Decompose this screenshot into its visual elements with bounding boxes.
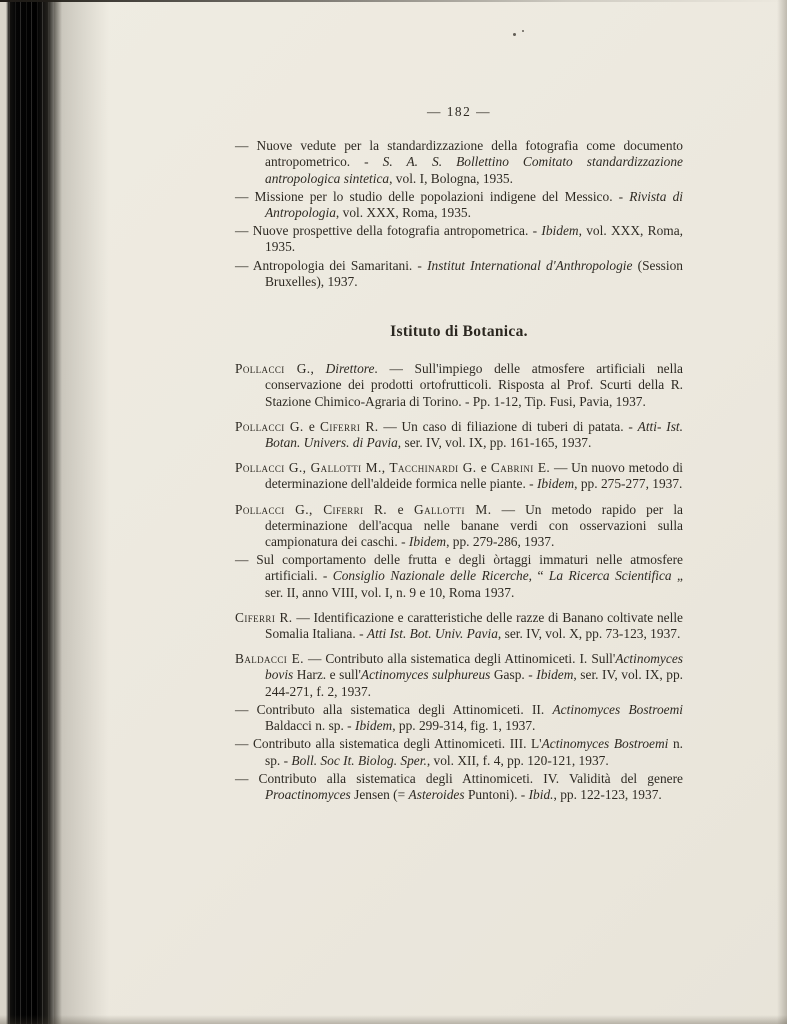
text-segment: — Nuove vedute per la standardizzazione della fotografia come documento antropometrico. - <box>235 138 683 170</box>
text-segment: — Un nuovo metodo di determinazione dell'aldeide formica nelle piante. - <box>265 460 683 492</box>
text-segment: Ibidem <box>541 223 579 239</box>
scan-edge-top <box>0 0 787 2</box>
text-segment: Atti- Ist. Botan. Univers. di Pavia <box>265 418 683 451</box>
bibliography-entry <box>235 502 683 551</box>
text-segment: Ciferri R. <box>314 418 379 434</box>
bibliography-entry <box>235 258 683 290</box>
entry-group <box>235 419 683 451</box>
text-segment: — Contributo alla sistematica degli Attinomiceti. I. Sull' <box>303 651 616 667</box>
page-number: — 182 — <box>426 104 492 119</box>
entry-group <box>235 502 683 601</box>
text-segment: Asteroides <box>408 786 465 802</box>
bibliography-entry <box>235 189 683 221</box>
text-segment: S. A. S. Bollettino Comitato standardizzazione antropologica sintetica <box>265 154 683 186</box>
text-segment: Proactinomyces <box>265 786 351 802</box>
text-segment: , vol. XXX, Roma, 1935. <box>265 223 683 255</box>
text-segment: , ser. IV, vol. IX, pp. 244-271, f. 2, 1937. <box>265 667 683 699</box>
text-segment: — Contributo alla sistematica degli Attinomiceti. III. L' <box>235 736 542 752</box>
text-segment: e <box>480 460 487 476</box>
text-segment: Ciferri R. <box>235 609 293 625</box>
bibliography-entry <box>235 651 683 700</box>
text-segment: Actinomyces Bostroemi <box>552 701 683 717</box>
text-segment: — Sul comportamento delle frutta e degli òrtaggi immaturi nelle atmosfere artificiali. - <box>235 552 683 584</box>
text-segment: , <box>310 361 326 377</box>
text-segment: , ser. IV, vol. IX, pp. 161-165, 1937. <box>397 435 592 451</box>
text-segment: , vol. XXX, Roma, 1935. <box>335 205 471 221</box>
entry-group <box>235 460 683 492</box>
scan-edge-bottom <box>0 1015 787 1024</box>
text-segment: Institut International d'Anthropologie <box>427 257 633 273</box>
page-content <box>235 104 683 812</box>
entry-group <box>235 651 683 803</box>
text-segment: e <box>308 418 315 434</box>
text-segment: Cabrini E. <box>486 460 551 476</box>
gutter-soft-shadow <box>54 0 109 1024</box>
text-segment: Ibidem <box>536 667 574 683</box>
text-segment: — Missione per lo studio delle popolazioni indigene del Messico. - <box>235 188 630 204</box>
entry-group <box>235 361 683 410</box>
text-segment: Actinomyces bovis <box>265 651 683 683</box>
scan-edge-right <box>777 0 787 1024</box>
text-segment: , vol. XII, f. 4, pp. 120-121, 1937. <box>426 752 609 768</box>
bibliography-entry <box>235 771 683 803</box>
text-segment: Baldacci E. <box>235 651 304 667</box>
text-segment: , vol. I, Bologna, 1935. <box>389 170 513 186</box>
text-segment: , “ <box>528 568 549 584</box>
text-segment: La Ricerca Scientifica <box>548 568 672 584</box>
gutter-page-edges <box>9 0 49 1024</box>
text-segment: Ibidem <box>536 476 575 492</box>
text-segment: Pollacci G., Ciferri R. <box>235 501 398 517</box>
text-segment: . — Sull'impiego delle atmosfere artificiali nella conservazione dei prodotti ortofrutticoli. Risposta al Prof. Scurti della R. Stazione Chimico-Agraria di Torino. - Pp. 1-12, Tip. Fusi, Pavia, 1937. <box>265 361 683 409</box>
bibliography-entry <box>235 223 683 255</box>
text-segment: , ser. IV, vol. X, pp. 73-123, 1937. <box>497 626 681 642</box>
bibliography-entry <box>235 361 683 410</box>
text-segment: Baldacci n. sp. - <box>265 718 355 734</box>
scan-speck <box>513 33 516 36</box>
text-segment: , pp. 275-277, 1937. <box>574 476 683 492</box>
scan-speck <box>522 30 524 32</box>
bibliography-entry <box>235 702 683 734</box>
text-segment: — Contributo alla sistematica degli Attinomiceti. IV. Validità del genere <box>235 770 683 786</box>
text-segment: n. sp. - <box>265 736 683 768</box>
text-segment: Boll. Soc It. Biolog. Sper. <box>291 752 427 768</box>
text-segment: Pollacci G. <box>235 361 311 377</box>
text-segment: — Contributo alla sistematica degli Attinomiceti. II. <box>235 701 553 717</box>
text-segment: Gallotti M. <box>403 501 492 517</box>
text-segment: Pollacci G., Gallotti M., Tacchinardi G. <box>235 460 481 476</box>
text-segment: Puntoni). - <box>464 786 529 802</box>
text-segment: Atti Ist. Bot. Univ. Pavia <box>366 626 498 642</box>
text-segment: , pp. 122-123, 1937. <box>553 786 662 802</box>
text-segment: Gasp. - <box>490 667 537 683</box>
text-segment: Jensen (= <box>350 786 409 802</box>
text-segment: — Un metodo rapido per la determinazione dell'acqua nelle banane verdi con osservazioni sulla campionatura dei caschi. - <box>265 501 684 550</box>
text-segment: Ibidem <box>355 718 393 734</box>
text-segment: Actinomyces sulphureus <box>360 667 491 683</box>
bibliography-entry <box>235 736 683 768</box>
text-segment: Consiglio Nazionale delle Ricerche <box>332 568 529 584</box>
text-segment: e <box>397 501 404 517</box>
bibliography-botany <box>235 361 683 803</box>
text-segment: — Identificazione e caratteristiche delle razze di Banano coltivate nelle Somalia Italiana. - <box>265 609 684 642</box>
text-segment: (Session Bruxelles), 1937. <box>265 257 683 289</box>
entry-group <box>235 138 683 290</box>
text-segment: , pp. 279-286, 1937. <box>446 534 555 550</box>
text-segment: Direttore <box>325 361 375 377</box>
text-segment: — Un caso di filiazione di tuberi di patata. - <box>378 418 638 434</box>
text-segment: — Nuove prospettive della fotografia antropometrica. - <box>235 223 542 239</box>
text-segment: , pp. 299-314, fig. 1, 1937. <box>392 718 536 734</box>
bibliography-entry <box>235 138 683 187</box>
text-segment: Harz. e sull' <box>293 667 361 683</box>
text-segment: Pollacci G. <box>235 418 309 434</box>
text-segment: „ ser. II, anno VIII, vol. I, n. 9 e 10, Roma 1937. <box>265 568 683 600</box>
text-segment: Ibid. <box>528 786 554 802</box>
text-segment: Rivista di Antropologia <box>265 188 683 221</box>
entry-group <box>235 610 683 642</box>
section-heading: Istituto di Botanica. <box>390 323 528 341</box>
text-segment: Actinomyces Bostroemi <box>541 736 669 752</box>
bibliography-entry <box>235 460 683 492</box>
bibliography-entry <box>235 419 683 451</box>
text-segment: Ibidem <box>408 534 447 550</box>
bibliography-entry <box>235 552 683 601</box>
text-segment: — Antropologia dei Samaritani. - <box>235 257 428 273</box>
bibliography-continued <box>235 138 683 290</box>
bibliography-entry <box>235 610 683 642</box>
